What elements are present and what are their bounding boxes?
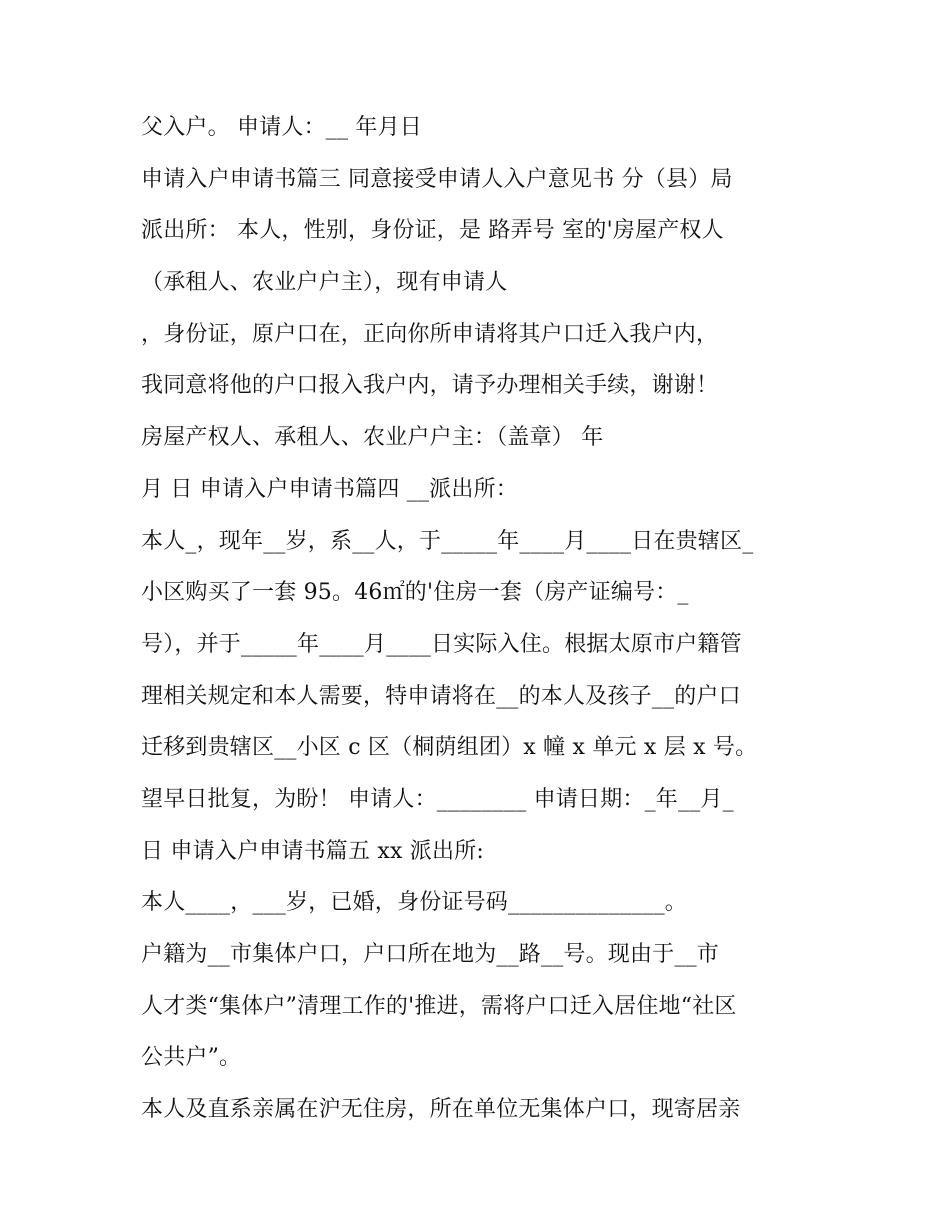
text-line: 理相关规定和本人需要，特申请将在__的本人及孩子__的户口: [141, 683, 741, 709]
text-line: 本人及直系亲属在沪无住房，所在单位无集体户口，现寄居亲: [141, 1097, 741, 1123]
text-line: 人才类“集体户”清理工作的'推进，需将户口迁入居住地“社区: [141, 993, 737, 1019]
text-line: 号），并于_____年____月____日实际入住。根据太原市户籍管: [141, 631, 742, 657]
document-body: [141, 110, 831, 1144]
text-line: ，身份证，原户口在，正向你所申请将其户口迁入我户内，: [141, 321, 719, 347]
text-line: 房屋产权人、承租人、农业户户主：（盖章） 年: [141, 425, 604, 451]
text-line: 小区购买了一套 95。46㎡的'住房一套（房产证编号：_: [141, 580, 689, 606]
text-line: 父入户。 申请人：__ 年月日: [141, 115, 422, 140]
text-line: 公共户”。: [141, 1045, 242, 1071]
text-line: （承租人、农业户户主），现有申请人: [141, 270, 508, 296]
text-line: 日 申请入户申请书篇五 xx 派出所:: [141, 838, 485, 864]
text-line: 派出所： 本人，性别，身份证，是 路弄号 室的'房屋产权人: [141, 218, 724, 244]
text-line: 我同意将他的户口报入我户内，请予办理相关手续，谢谢！: [141, 373, 719, 399]
text-line: 本人_，现年__岁，系__人，于_____年____月____日在贵辖区_: [141, 528, 754, 554]
text-line: 本人____，___岁，已婚，身份证号码______________。: [141, 890, 688, 916]
text-line: 月 日 申请入户申请书篇四 __派出所：: [141, 476, 518, 502]
text-line: 户籍为__市集体户口，户口所在地为__路__号。现由于__市: [141, 942, 720, 967]
text-line: 申请入户申请书篇三 同意接受申请人入户意见书 分（县）局: [141, 166, 733, 192]
text-line: 迁移到贵辖区__小区 c 区（桐荫组团）x 幢 x 单元 x 层 x 号。: [141, 735, 758, 761]
text-line: 望早日批复，为盼！ 申请人：________ 申请日期：_年__月_: [141, 786, 734, 812]
